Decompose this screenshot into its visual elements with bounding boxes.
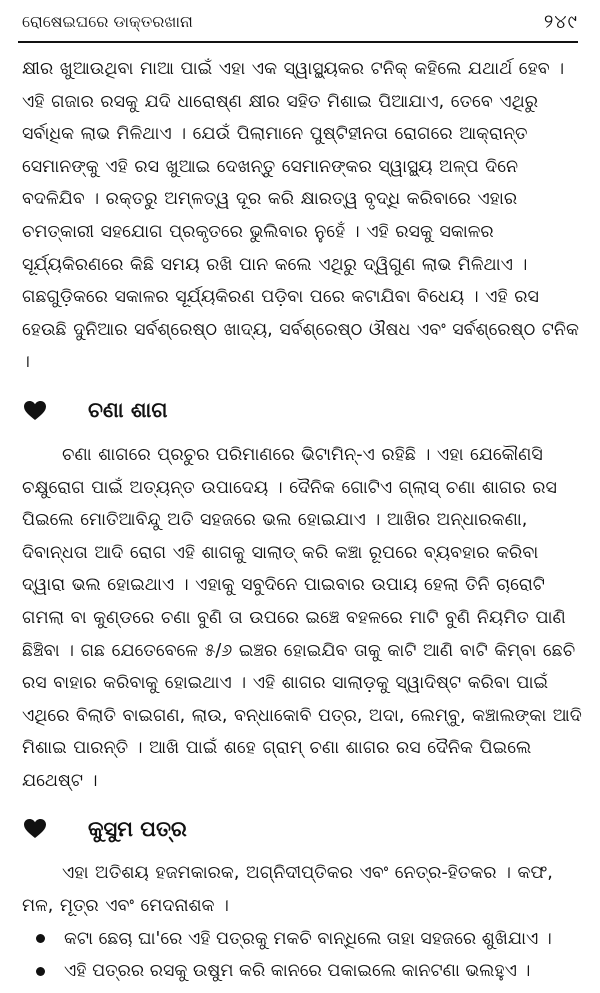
section-paragraph: ଚଣା ଶାଗରେ ପ୍ରଚୁର ପରିମାଣରେ ଭିଟାମିନ୍-ଏ ରହିଛି । ଏହା ଯେକୌଣସି ଚକ୍ଷୁରୋଗ ପାଇଁ ଅତ୍ୟନ୍ତ ଉପାଦେୟ । ଦୈନିକ ଗୋଟିଏ ଗ୍ଲାସ୍ ଚଣା ଶାଗର ରସ ପିଇଲେ ମୋତିଆବିନ୍ଦୁ ଅତି ସହଜରେ ଭଲ ହୋଇଯାଏ । ଆଖିର ଅନ୍ଧାରକଣା, ଦିବାନ୍ଧତା ଆଦି ରୋଗ ଏହି ଶାଗକୁ ସାଲାଡ୍ କରି କଞ୍ଚା ରୂପରେ ବ୍ୟବହାର କରିବା ଦ୍ୱାରା ଭଲ ହୋଇଥାଏ । ଏହାକୁ ସବୁଦିନେ ପାଇବାର ଉପାୟ ହେଲା ତିନି ଚାରୋଟି ଗମଲା ବା କୁଣ୍ଡରେ ଚଣା ବୁଣି ତା ଉପରେ ଇଞ୍ଚେ ବହଳରେ ମାଟି ବୁଣି ନିୟମିତ ପାଣି ଛିଞ୍ଚିବା । ଗଛ ଯେତେବେଳେ ୫/୬ ଇଞ୍ଚର ହୋଇଯିବ ତାକୁ କାଟି ଆଣି ବାଟି କିମ୍ବା ଛେଚି ରସ ବାହାର କରିବାକୁ ହୋଇଥାଏ । ଏହି ଶାଗର ସାଲାଡ଼କୁ ସ୍ୱାଦିଷ୍ଟ କରିବା ପାଇଁ ଏଥିରେ ବିଲାତି ବାଇଗଣ, ଲାଉ, ବନ୍ଧାକୋବି ପତ୍ର, ଅଦା, ଲେମ୍ବୁ, କଞ୍ଚାଲଙ୍କା ଆଦି ମିଶାଇ ପାରନ୍ତି । ଆଖି ପାଇଁ ଶହେ ଗ୍ରାମ୍ ଚଣା ଶାଗର ରସ ଦୈନିକ ପିଇଲେ ଯଥେଷ୍ଟ । xyxy=(22,444,582,791)
section-title: ଚଣା ଶାଗ xyxy=(88,398,168,423)
section-heading-chana-shaga xyxy=(22,391,582,431)
section-paragraph: ଏହା ଅତିଶୟ ହଜମକାରକ, ଅଗ୍ନିଦୀପ୍ତିକର ଏବଂ ନେତ୍ର-ହିତକର । କଫ, ମଳ, ମୂତ୍ର ଏବଂ ମେଦନାଶକ । xyxy=(22,863,553,917)
page-number: ୨୪୯ xyxy=(543,11,578,33)
bullet-dot xyxy=(22,955,62,988)
header-rule xyxy=(18,41,578,43)
list-item xyxy=(22,955,582,988)
running-header xyxy=(22,8,578,36)
list-item-text: କଟା ଛେଚା ଘା'ରେ ଏହି ପତ୍ରକୁ ମକଚି ବାନ୍ଧିଲେ ତାହା ସହଜରେ ଶୁଖିଯାଏ । xyxy=(64,928,552,949)
heart-icon xyxy=(24,401,46,421)
section-title: କୁସୁମ ପତ୍ର xyxy=(88,816,187,841)
list-item xyxy=(22,923,582,956)
heart-icon xyxy=(24,819,46,839)
bullet-dot xyxy=(22,923,62,956)
running-title: ରୋଷେଇଘରେ ଡାକ୍ତରଖାନା xyxy=(22,12,193,31)
page-body xyxy=(22,53,582,988)
list-item-text: ଏହି ପତ୍ରର ରସକୁ ଉଷୁମ କରି କାନରେ ପକାଇଲେ କାନଟଣା ଭଲହୁଏ । xyxy=(64,961,531,982)
section-heading-kusuma-patra xyxy=(22,809,582,849)
intro-paragraph: କ୍ଷୀର ଖୁଆଉଥିବା ମାଆ ପାଇଁ ଏହା ଏକ ସ୍ୱାସ୍ଥ୍ୟକର ଟନିକ୍ କହିଲେ ଯଥାର୍ଥ ହେବ । ଏହି ଗଜାର ରସକୁ ଯଦି ଧାରୋଷ୍ଣ କ୍ଷୀର ସହିତ ମିଶାଇ ପିଆଯାଏ, ତେବେ ଏଥିରୁ ସର୍ବାଧିକ ଲାଭ ମିଳିଥାଏ । ଯେଉଁ ପିଲାମାନେ ପୁଷ୍ଟିହୀନତା ରୋଗରେ ଆକ୍ରାନ୍ତ ସେମାନଙ୍କୁ ଏହି ରସ ଖୁଆଇ ଦେଖନ୍ତୁ ସେମାନଙ୍କର ସ୍ୱାସ୍ଥ୍ୟ ଅଳ୍ପ ଦିନେ ବଦଳିଯିବ । ରକ୍ତରୁ ଅମ୍ଳତ୍ୱ ଦୂର କରି କ୍ଷାରତ୍ୱ ବୃଦ୍ଧି କରିବାରେ ଏହାର ଚମତ୍କାରୀ ସହଯୋଗ ପ୍ରକୃତରେ ଭୁଲିବାର ନୁହେଁ । ଏହି ରସକୁ ସକାଳର ସୂର୍ଯ୍ୟକିରଣରେ କିଛି ସମୟ ରଖି ପାନ କଲେ ଏଥିରୁ ଦ୍ୱିଗୁଣ ଲାଭ ମିଳିଥାଏ । ଗଛଗୁଡ଼ିକରେ ସକାଳର ସୂର୍ଯ୍ୟକିରଣ ପଡ଼ିବା ପରେ କଟାଯିବା ବିଧେୟ । ଏହି ରସ ହେଉଛି ଦୁନିଆର ସର୍ବଶ୍ରେଷ୍ଠ ଖାଦ୍ୟ, ସର୍ବଶ୍ରେଷ୍ଠ ଔଷଧ ଏବଂ ସର୍ବଶ୍ରେଷ୍ଠ ଟନିକ । xyxy=(22,59,579,373)
